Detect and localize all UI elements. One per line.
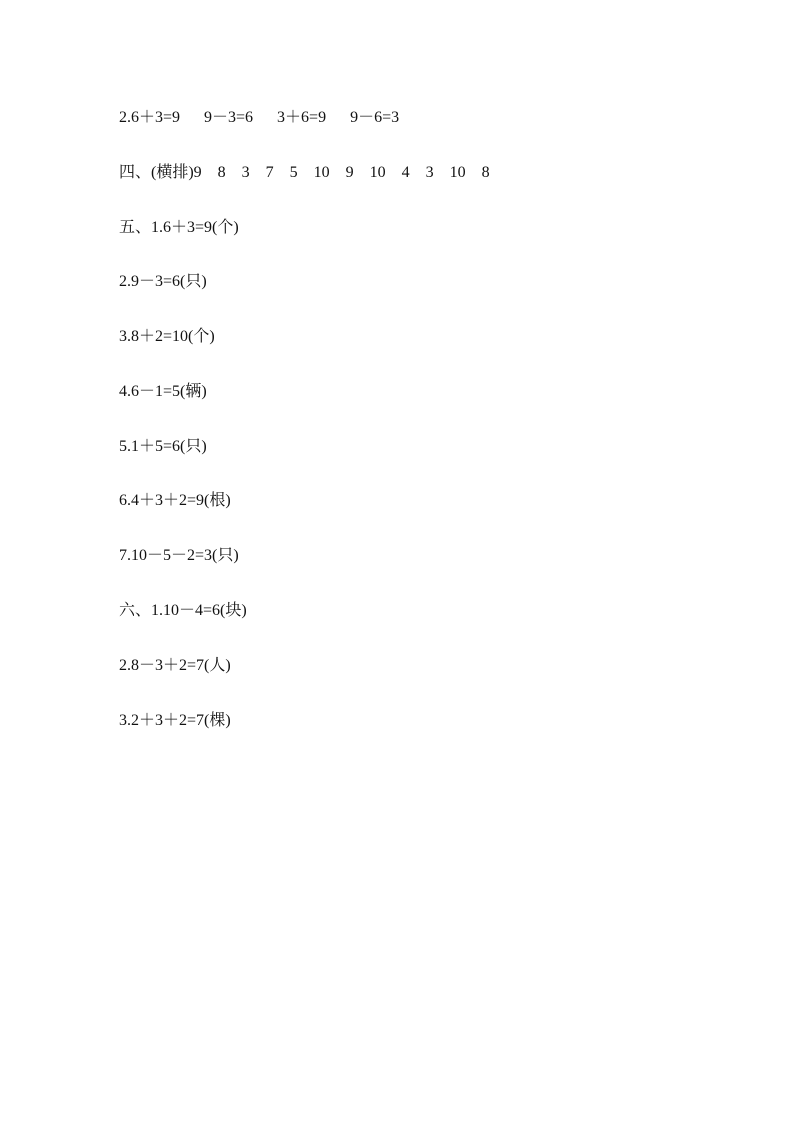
answer-line-3: 五、1.6＋3=9(个) bbox=[119, 219, 239, 236]
answer-line-6: 4.6－1=5(辆) bbox=[119, 383, 207, 400]
answer-line-9: 7.10－5－2=3(只) bbox=[119, 547, 239, 564]
answer-line-10: 六、1.10－4=6(块) bbox=[119, 602, 247, 619]
answer-line-11: 2.8－3＋2=7(人) bbox=[119, 657, 231, 674]
answer-line-5: 3.8＋2=10(个) bbox=[119, 328, 215, 345]
answer-line-4: 2.9－3=6(只) bbox=[119, 273, 207, 290]
answer-line-1: 2.6＋3=9 9－3=6 3＋6=9 9－6=3 bbox=[119, 109, 400, 126]
answer-line-7: 5.1＋5=6(只) bbox=[119, 438, 207, 455]
answer-line-12: 3.2＋3＋2=7(棵) bbox=[119, 712, 231, 729]
answer-line-8: 6.4＋3＋2=9(根) bbox=[119, 492, 231, 509]
answer-line-2: 四、(横排)9 8 3 7 5 10 9 10 4 3 10 8 bbox=[119, 164, 490, 181]
